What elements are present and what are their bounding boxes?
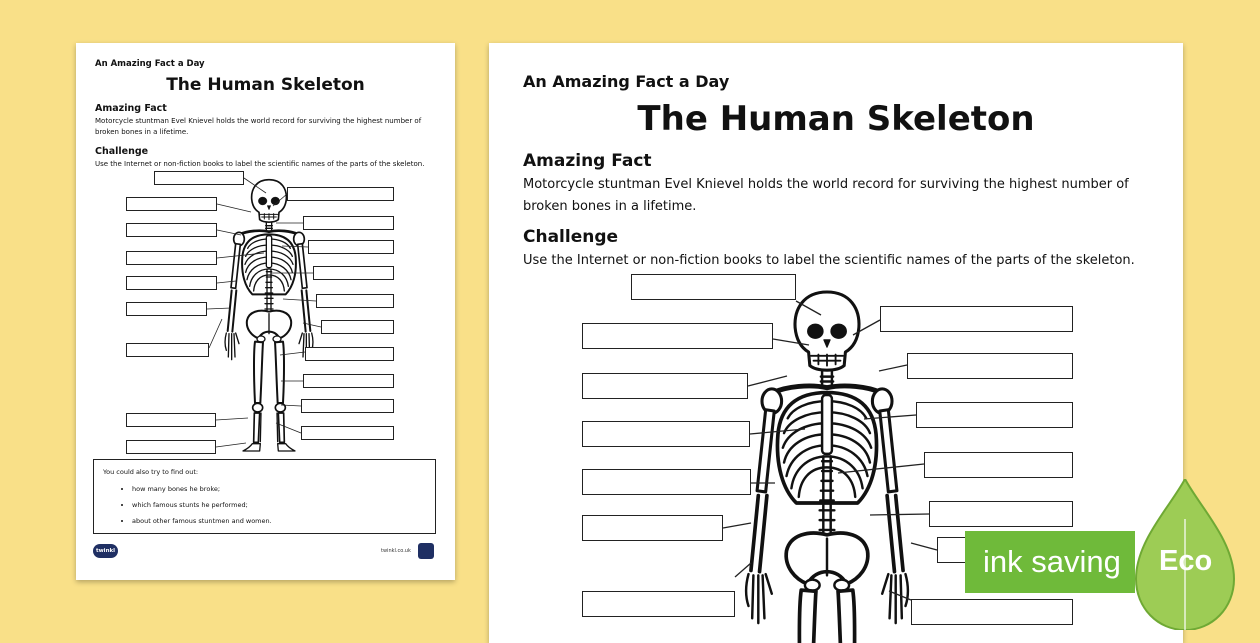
footer-url: twinkl.co.uk	[381, 548, 411, 554]
label-box[interactable]	[303, 374, 394, 388]
challenge-heading: Challenge	[95, 146, 149, 157]
extra-tasks-title: You could also try to find out:	[103, 468, 199, 476]
label-box[interactable]	[126, 343, 209, 357]
extra-tasks-box	[93, 459, 436, 534]
label-box[interactable]	[582, 421, 750, 447]
label-box[interactable]	[582, 515, 723, 541]
label-box[interactable]	[313, 266, 394, 280]
label-box[interactable]	[631, 274, 796, 300]
label-box[interactable]	[126, 440, 216, 454]
label-box[interactable]	[582, 591, 735, 617]
label-box[interactable]	[287, 187, 394, 201]
worksheet-preview	[76, 43, 455, 580]
label-box[interactable]	[582, 323, 773, 349]
label-box[interactable]	[126, 197, 217, 211]
label-box[interactable]	[911, 599, 1073, 625]
label-box[interactable]	[316, 294, 394, 308]
label-box[interactable]	[126, 223, 217, 237]
ink-saving-label: ink saving	[983, 544, 1121, 579]
label-box[interactable]	[126, 251, 217, 265]
label-box[interactable]	[126, 276, 217, 290]
fact-heading: Amazing Fact	[523, 151, 652, 171]
label-box[interactable]	[154, 171, 244, 185]
footer-badge-icon	[418, 543, 434, 559]
list-item: • which famous stunts he performed;	[132, 501, 272, 517]
label-box[interactable]	[303, 216, 394, 230]
list-item: • about other famous stuntmen and women.	[132, 517, 272, 533]
label-box[interactable]	[321, 320, 394, 334]
fact-text: Motorcycle stuntman Evel Knievel holds the world record for surviving the highest number of broken bones in a lifetime.	[95, 117, 422, 136]
challenge-heading: Challenge	[523, 227, 619, 247]
challenge-text: Use the Internet or non-fiction books to label the scientific names of the parts of the skeleton.	[95, 160, 425, 168]
fact-heading: Amazing Fact	[95, 103, 167, 114]
worksheet-title: The Human Skeleton	[637, 99, 1035, 139]
extra-tasks-list	[132, 485, 272, 533]
label-box[interactable]	[301, 426, 394, 440]
challenge-text: Use the Internet or non-fiction books to label the scientific names of the parts of the skeleton.	[523, 253, 1135, 268]
label-box[interactable]	[907, 353, 1073, 379]
label-box[interactable]	[126, 413, 216, 427]
label-box[interactable]	[924, 452, 1073, 478]
kicker-text: An Amazing Fact a Day	[523, 72, 730, 91]
label-box[interactable]	[880, 306, 1073, 332]
worksheet-title: The Human Skeleton	[166, 75, 365, 95]
label-box[interactable]	[582, 469, 751, 495]
label-box[interactable]	[305, 347, 394, 361]
kicker-text: An Amazing Fact a Day	[95, 59, 205, 69]
list-item: • how many bones he broke;	[132, 485, 272, 501]
twinkl-logo: twinkl	[93, 544, 118, 558]
label-box[interactable]	[301, 399, 394, 413]
label-box[interactable]	[929, 501, 1073, 527]
eco-label: Eco	[1159, 545, 1213, 577]
label-box[interactable]	[126, 302, 207, 316]
fact-text: Motorcycle stuntman Evel Knievel holds the world record for surviving the highest number of broken bones in a lifetime.	[523, 177, 1129, 214]
label-box[interactable]	[308, 240, 394, 254]
label-box[interactable]	[582, 373, 748, 399]
label-box[interactable]	[916, 402, 1073, 428]
